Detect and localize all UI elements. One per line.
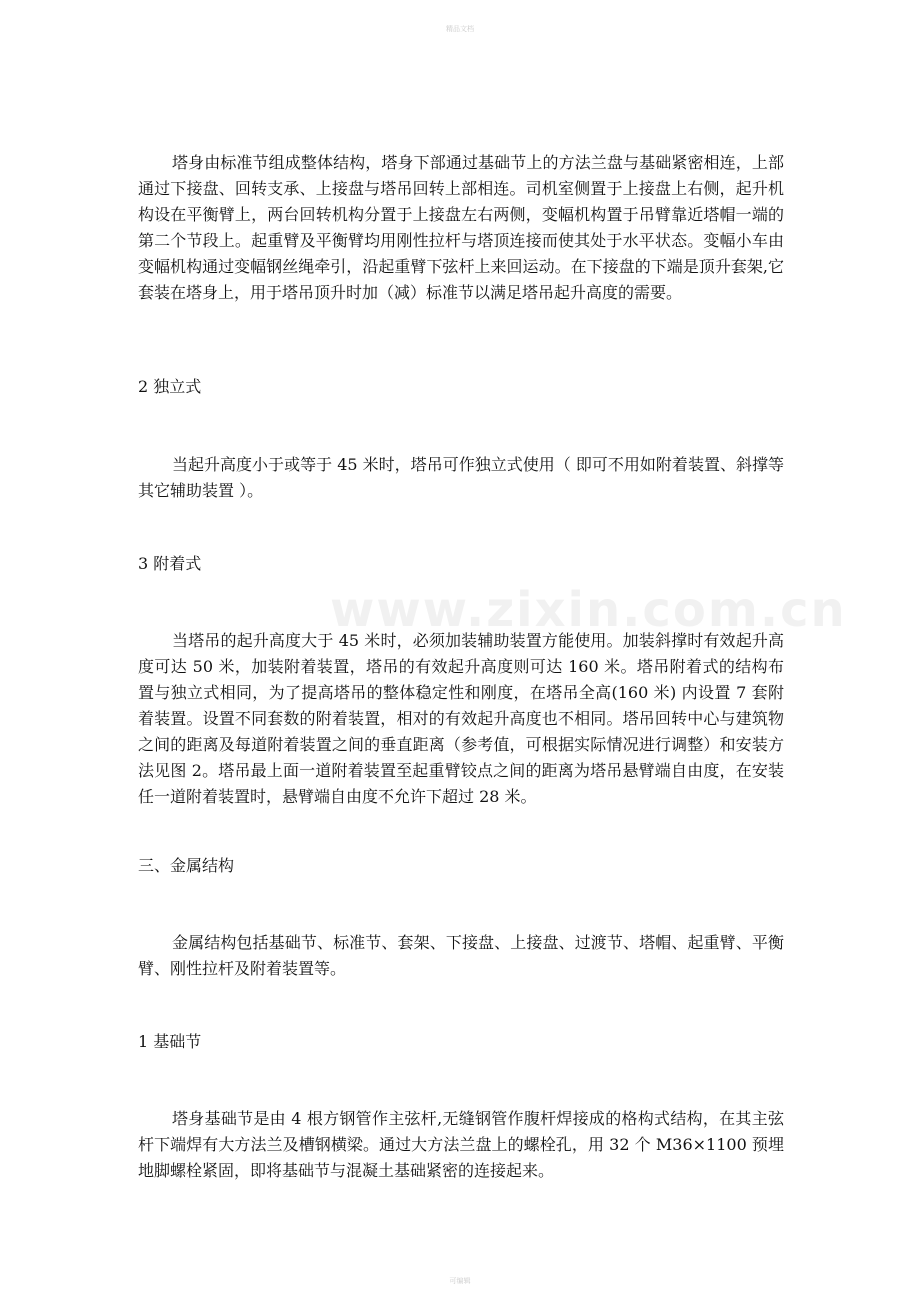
paragraph-text: 金属结构包括基础节、标准节、套架、下接盘、上接盘、过渡节、塔帽、起重臂、平衡臂、刚性拉杆及附着装置等。: [138, 933, 784, 978]
paragraph-text: 塔身基础节是由 4 根方钢管作主弦杆,无缝钢管作腹杆焊接成的格构式结构，在其主弦杆下端焊有大方法兰及槽钢横梁。通过大方法兰盘上的螺栓孔，用 32 个 M36×1100 预埋地脚螺栓紧固，即将基础节与混凝土基础紧密的连接起来。: [138, 1109, 784, 1180]
paragraph-independent: [138, 452, 784, 504]
paragraph-text: 塔身由标准节组成整体结构，塔身下部通过基础节上的方法兰盘与基础紧密相连，上部通过下接盘、回转支承、上接盘与塔吊回转上部相连。司机室侧置于上接盘上右侧，起升机构设在平衡臂上，两台回转机构分置于上接盘左右两侧，变幅机构置于吊臂靠近塔帽一端的第二个节段上。起重臂及平衡臂均用刚性拉杆与塔顶连接而使其处于水平状态。变幅小车由变幅机构通过变幅钢丝绳牵引，沿起重臂下弦杆上来回运动。在下接盘的下端是顶升套架,它套装在塔身上，用于塔吊顶升时加（减）标准节以满足塔吊起升高度的需要。: [138, 153, 784, 302]
page-footer-mark: 可编辑: [449, 1277, 471, 1285]
paragraph-base-section: [138, 1106, 784, 1184]
heading-text: 1 基础节: [138, 1032, 202, 1051]
heading-attached: [138, 551, 784, 577]
paragraph-metal-structure: [138, 930, 784, 982]
heading-base-section: [138, 1029, 784, 1055]
paragraph-text: 当塔吊的起升高度大于 45 米时，必须加装辅助装置方能使用。加装斜撑时有效起升高度可达 50 米，加装附着装置，塔吊的有效起升高度则可达 160 米。塔吊附着式的结构布置与独立式相同，为了提高塔吊的整体稳定性和刚度，在塔吊全高(160 米) 内设置 7 套附着装置。设置不同套数的附着装置，相对的有效起升高度也不相同。塔吊回转中心与建筑物之间的距离及每道附着装置之间的垂直距离（参考值，可根据实际情况进行调整）和安装方法见图 2。塔吊最上面一道附着装置至起重臂铰点之间的距离为塔吊悬臂端自由度，在安装任一道附着装置时，悬臂端自由度不允许下超过 28 米。: [138, 631, 784, 806]
heading-text: 3 附着式: [138, 554, 202, 573]
heading-metal-structure: [138, 853, 784, 879]
page-header-mark: 精品文档: [446, 25, 474, 33]
heading-text: 三、金属结构: [138, 856, 235, 875]
watermark: www.zixin.com.cn: [330, 582, 847, 638]
paragraph-tower-body: [138, 150, 784, 306]
heading-independent: [138, 374, 784, 400]
paragraph-attached: [138, 628, 784, 810]
paragraph-text: 当起升高度小于或等于 45 米时，塔吊可作独立式使用（ 即可不用如附着装置、斜撑等其它辅助装置 ）。: [138, 455, 784, 500]
heading-text: 2 独立式: [138, 377, 202, 396]
